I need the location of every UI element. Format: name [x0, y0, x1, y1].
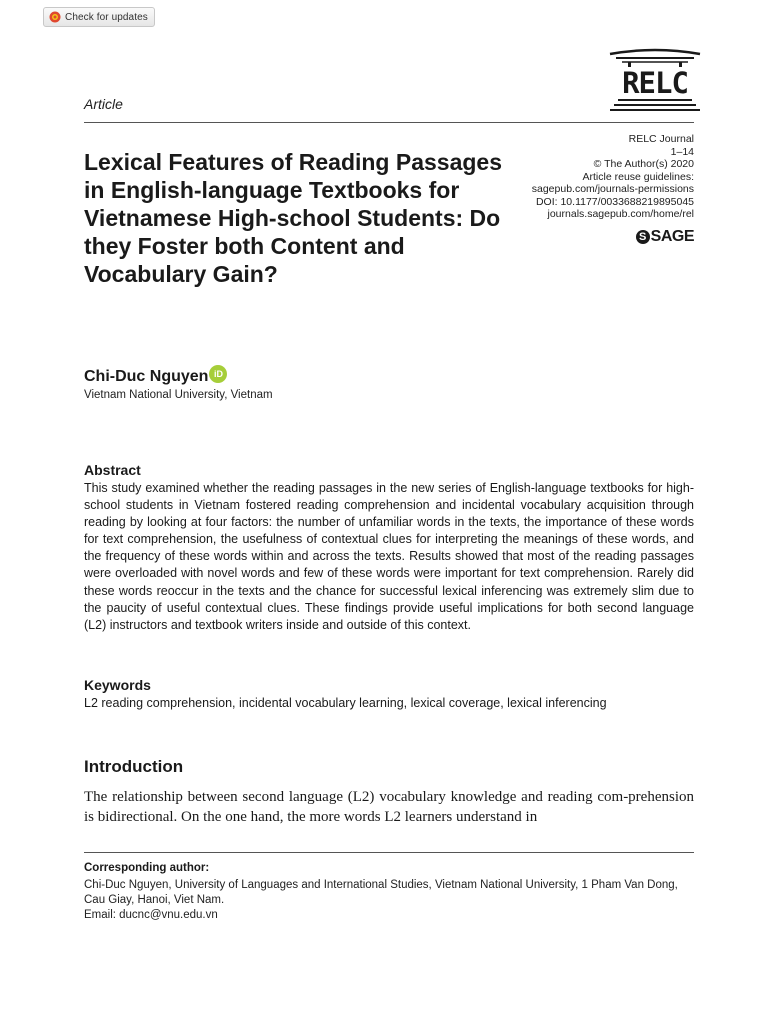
check-for-updates-label: Check for updates [65, 11, 148, 23]
orcid-icon[interactable]: iD [209, 365, 227, 383]
page-range: 1–14 [670, 145, 694, 158]
corresponding-email[interactable]: Email: ducnc@vnu.edu.vn [84, 909, 218, 921]
corresponding-author-details [84, 878, 694, 923]
author-affiliation: Vietnam National University, Vietnam [84, 389, 273, 401]
article-type-label: Article [84, 96, 123, 112]
abstract-heading: Abstract [84, 462, 141, 478]
corresponding-address: Chi-Duc Nguyen, University of Languages and International Studies, Vietnam National University, 1 Pham Van Dong, Cau Giay, Hanoi, Viet Nam. [84, 879, 678, 906]
update-status-icon [49, 11, 61, 23]
reuse-label: Article reuse guidelines: [582, 170, 694, 183]
copyright: © The Author(s) 2020 [593, 158, 694, 170]
journal-metadata [532, 133, 694, 221]
header-divider [84, 122, 694, 123]
author-line [84, 368, 227, 386]
logo-text: RELC [622, 66, 688, 100]
publisher-logo [636, 228, 694, 246]
introduction-heading: Introduction [84, 757, 184, 776]
sage-mark-icon: S [636, 230, 650, 244]
reuse-link[interactable]: sagepub.com/journals-permissions [531, 183, 694, 195]
article-title: Lexical Features of Reading Passages in English-language Textbooks for Vietnamese High-school Students: Do they Foster both Content and Vocabulary Gain? [84, 149, 503, 287]
check-for-updates-button[interactable] [43, 7, 155, 27]
author-name: Chi-Duc Nguyen [84, 368, 209, 385]
abstract-text: This study examined whether the reading passages in the new series of English-language textbooks for high-school students in Vietnam fostered reading comprehension and incidental vocabulary acquisition through reading by looking at four factors: the number of unfamiliar words in the texts, the importance of these words for text comprehension, the usefulness of contextual clues for interpreting the meanings of these words, and the frequency of these words within and across the texts. Results showed that most of the reading passages were overloaded with novel words and few of these words were important for text comprehension. Rarely did these words reoccur in the texts and the chance for successful lexical inferencing was extremely slim due to the paucity of useful contextual clues. These findings provide useful implications for both second language (L2) instructors and textbook writers inside and outside of this context. [84, 481, 694, 632]
introduction-text: The relationship between second language (L2) vocabulary knowledge and reading com-prehension is bidirectional. On the one hand, the more words L2 learners understand in [84, 789, 694, 825]
footnote-divider [84, 852, 694, 853]
keywords-heading: Keywords [84, 677, 151, 693]
journal-name: RELC Journal [628, 133, 694, 145]
journal-logo [608, 48, 702, 112]
doi-link[interactable]: DOI: 10.1177/0033688219895045 [535, 195, 694, 208]
journal-home-link[interactable]: journals.sagepub.com/home/rel [547, 208, 694, 220]
corresponding-author-heading: Corresponding author: [84, 862, 210, 874]
keywords-text: L2 reading comprehension, incidental vocabulary learning, lexical coverage, lexical inferencing [84, 696, 607, 710]
publisher-name: SAGE [650, 228, 694, 245]
